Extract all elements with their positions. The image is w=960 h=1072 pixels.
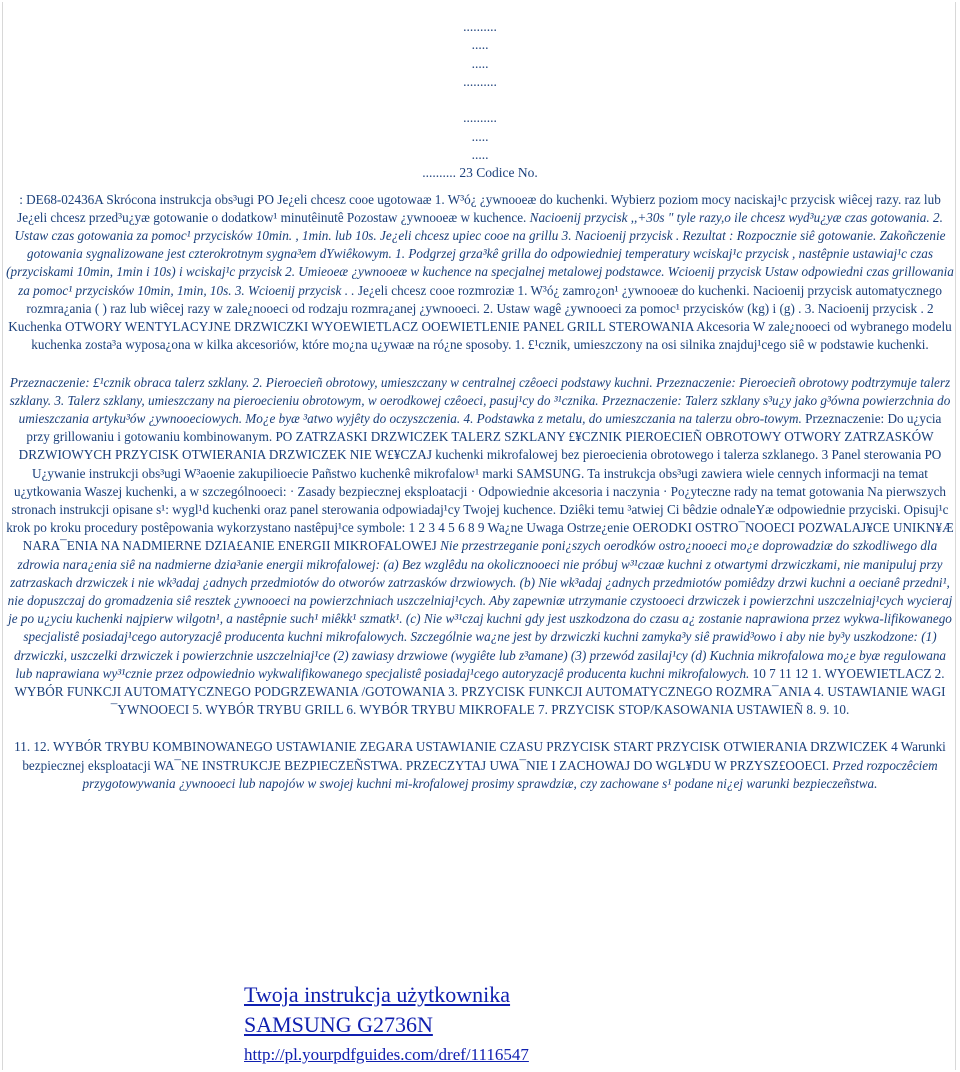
dot-line: .......... [463, 19, 497, 34]
text-run: 11. 12. WYBÓR TRYBU KOMBINOWANEGO USTAWIANIE ZEGARA USTAWIANIE CZASU PRZYCISK START PRZYCISK OTWIERANIA DRZWICZEK 4 Warunki bezpiecznej eksploatacji WA¯NE INSTRUKCJE BEZPIECZEÑSTWA. PRZECZYTAJ UWA¯NIE I ZACHOWAJ DO WGL¥DU W PRZYSZ£OOECI. [14, 739, 946, 773]
codice-line: .......... 23 Codice No. [422, 165, 538, 181]
paragraph-safety [6, 738, 954, 793]
paragraph-quick-guide [6, 191, 954, 355]
dot-line: .......... [463, 73, 497, 89]
dot-gap [6, 91, 954, 109]
text-run-italic: Przeznaczenie: £¹cznik obraca talerz szklany. 2. Pieroecieñ obrotowy, umieszczany w centralnej czêoeci podstawy kuchni. Przeznaczenie: Pieroecieñ obrotowy podtrzymuje talerz szklany. 3. Talerz szklany, umieszczany na pieroecieniu obrotowym, w oerodkowej czêoeci, pasuj¹cy do ³¹cznika. Przeznaczenie: Talerz szklany s³u¿y jako g³ówna powierzchnia do umieszczania artyku³ów ¿ywnooeciowych. Mo¿e byæ ³atwo wyjêty do oczyszczenia. 4. Podstawka z metalu, do umieszczania na talerzu obro-towym. [9, 374, 951, 426]
text-run: 10 7 11 12 1. WYOEWIETLACZ 2. WYBÓR FUNKCJI AUTOMATYCZNEGO PODGRZEWANIA /GOTOWANIA 3. PRZYCISK FUNKCJI AUTOMATYCZNEGO ROZMRA¯ANIA 4. USTAWIANIE WAGI ¯YWNOOECI 5. WYBÓR TRYBU GRILL 6. WYBÓR TRYBU MIKROFALE 7. PRZYCISK STOP/KASOWANIA USTAWIEÑ 8. 9. 10. [14, 665, 946, 718]
footer-links [244, 980, 529, 1067]
text-run: Je¿eli chcesz cooe rozmroziæ 1. W³ó¿ zamro¿on¹ ¿ywnooeæ do kuchenki. Nacioenij przycisk automatycznego rozmra¿ania ( ) raz lub wiêcej razy w zale¿nooeci od rodzaju rozmra¿anej ¿ywnooeci. 2. Ustaw wagê ¿ywnooeci za pomoc¹ przycisków (kg) i (g) . 3. Nacioenij przycisk . 2 Kuchenka OTWORY WENTYLACYJNE DRZWICZKI WYOEWIETLACZ OOEWIETLENIE PANEL GRILL STEROWANIA Akcesoria W zale¿nooeci od wybranego modelu kuchenka zosta³a wyposa¿ona w kilka akcesoriów, które mo¿na u¿ywaæ na ró¿ne sposoby. 1. £¹cznik, umieszczony na osi silnika znajduj¹cego siê w podstawie kuchenki. [8, 282, 952, 353]
model-link[interactable]: SAMSUNG G2736N [244, 1012, 433, 1037]
paragraph-accessories [6, 374, 954, 720]
dot-line: .......... [463, 110, 497, 126]
text-run: Przeznaczenie: Do u¿ycia przy grillowaniu i gotowaniu kombinowanym. PO ZATRZASKI DRZWICZEK TALERZ SZKLANY £¥CZNIK PIEROECIEÑ OBROTOWY OTWORY ZATRZASKÓW DRZWIOWYCH PRZYCISK OTWIERANIA DRZWICZEK NIE W£¥CZAJ kuchenki mikrofalowej bez pieroecienia obrotowego i talerza szklanego. 3 Panel sterowania PO U¿ywanie instrukcji obs³ugi W³aoenie zakupilioecie Pañstwo kuchenkê mikrofalow¹ marki SAMSUNG. Ta instrukcja obs³ugi zawiera wiele cennych informacji na temat u¿ytkowania Waszej kuchenki, a w szczególnooeci: · Zasady bezpiecznej eksploatacji · Odpowiednie akcesoria i naczynia · Po¿yteczne rady na temat gotowania Na pierwszych stronach instrukcji opisane s¹: wygl¹d kuchenki oraz panel sterowania odpowiadaj¹cy Twojej kuchence. Dziêki temu ³atwiej Ci bêdzie odnaleYæ odpowiednie przyciski. Opisuj¹c krok po kroku procedury postêpowania wykorzystano nastêpuj¹ce symbole: 1 2 3 4 5 6 8 9 Wa¿ne Uwaga Ostrze¿enie OERODKI OSTRO¯NOOECI POZWALAJ¥CE UNIKN¥Æ NARA¯ENIA NA NADMIERNE DZIA£ANIE ENERGII MIKROFALOWEJ [6, 410, 954, 554]
dot-leader-block [6, 0, 954, 183]
text-run-italic: Nie przestrzeganie poni¿szych oerodków ostro¿nooeci mo¿e doprowadziæ do szkodliwego dla zdrowia nara¿enia siê na nadmierne dzia³anie energii mikrofalowej: (a) Bez wzglêdu na okolicznooeci nie próbuj w³¹czaæ kuchni z otwartymi drzwiczkami, nie manipuluj przy zatrzaskach drzwiczek i nie wk³adaj ¿adnych przedmiotów do otworów zatrzasków drzwiowych. (b) Nie wk³adaj ¿adnych przedmiotów pomiêdzy drzwi kuchni a oecianê przedni¹, nie dopuszczaj do gromadzenia siê resztek ¿ywnooeci na powierzchniach uszczelniaj¹cych. Aby zapewniæ utrzymanie czystooeci drzwiczek i powierzchni uszczelniaj¹cych wycieraj je po u¿yciu kuchenki najpierw wilgotn¹, a nastêpnie such¹ miêkk¹ szmatk¹. (c) Nie w³¹czaj kuchni gdy jest uszkodzona do czasu a¿ zostanie naprawiona przez wykwa-lifikowanego specjalistê posiadaj¹cego autoryzacjê producenta kuchni mikrofalowych. Szczególnie wa¿ne jest by drzwiczki kuchni zamyka³y siê prawid³owo i aby nie by³y uszkodzone: (1) drzwiczki, uszczelki drzwiczek i powierzchnie uszczelniaj¹ce (2) zawiasy drzwiowe (wygiête lub z³amane) (3) przewód zasilaj¹cy (d) Kuchnia mikrofalowa mo¿e byæ regulowana lub naprawiana wy³¹cznie przez odpowiednio wykwalifikowanego specjalistê posiadaj¹cego autoryzacjê producenta kuchni mikrofalowych. [7, 538, 953, 681]
text-run-italic: Przed rozpoczêciem przygotowywania ¿ywnooeci lub napojów w swojej kuchni mi-krofalowej prosimy sprawdziæ, czy zachowane s¹ podane ni¿ej warunki bezpieczeñstwa. [82, 757, 938, 791]
dot-line: ..... [471, 37, 489, 53]
text-run-italic: Nacioenij przycisk ,,+30s " tyle razy,o ile chcesz wyd³u¿yæ czas gotowania. 2. Ustaw czas gotowania za pomoc¹ przycisków 10min. , 1min. lub 10s. Je¿eli chcesz upiec cooe na grillu 3. Nacioenij przycisk . Rezultat : Rozpocznie siê gotowanie. Zakoñczenie gotowania sygnalizowane jest czterokrotnym sygna³em dYwiêkowym. 1. Podgrzej grza³kê grilla do odpowiedniej temperatury wciskaj¹c przycisk , nastêpnie ustawiaj¹c czas (przyciskami 10min, 1min i 10s) i wciskaj¹c przycisk 2. Umieoeæ ¿ywnooeæ w kuchence na specjalnej metalowej podstawce. Wcioenij przycisk Ustaw odpowiedni czas grillowania za pomoc¹ przycisków 10min, 1min, 10s. 3. Wcioenij przycisk . . [6, 209, 954, 298]
url-link[interactable]: http://pl.yourpdfguides.com/dref/1116547 [244, 1045, 529, 1064]
dot-line: ..... [471, 128, 489, 144]
manual-title-link[interactable]: Twoja instrukcja użytkownika [244, 982, 511, 1007]
text-run: : DE68-02436A Skrócona instrukcja obs³ugi PO Je¿eli chcesz cooe ugotowaæ 1. W³ó¿ ¿ywnooeæ do kuchenki. Wybierz poziom mocy naciskaj¹c przycisk wiêcej razy. raz lub Je¿eli chcesz przed³u¿yæ gotowanie o dodatkow¹ minutêinutê Pozostaw ¿ywnooeæ w kuchence. [17, 191, 941, 225]
dot-line: ..... [471, 147, 489, 163]
dot-line: ..... [471, 55, 489, 71]
document-body [6, 0, 954, 793]
